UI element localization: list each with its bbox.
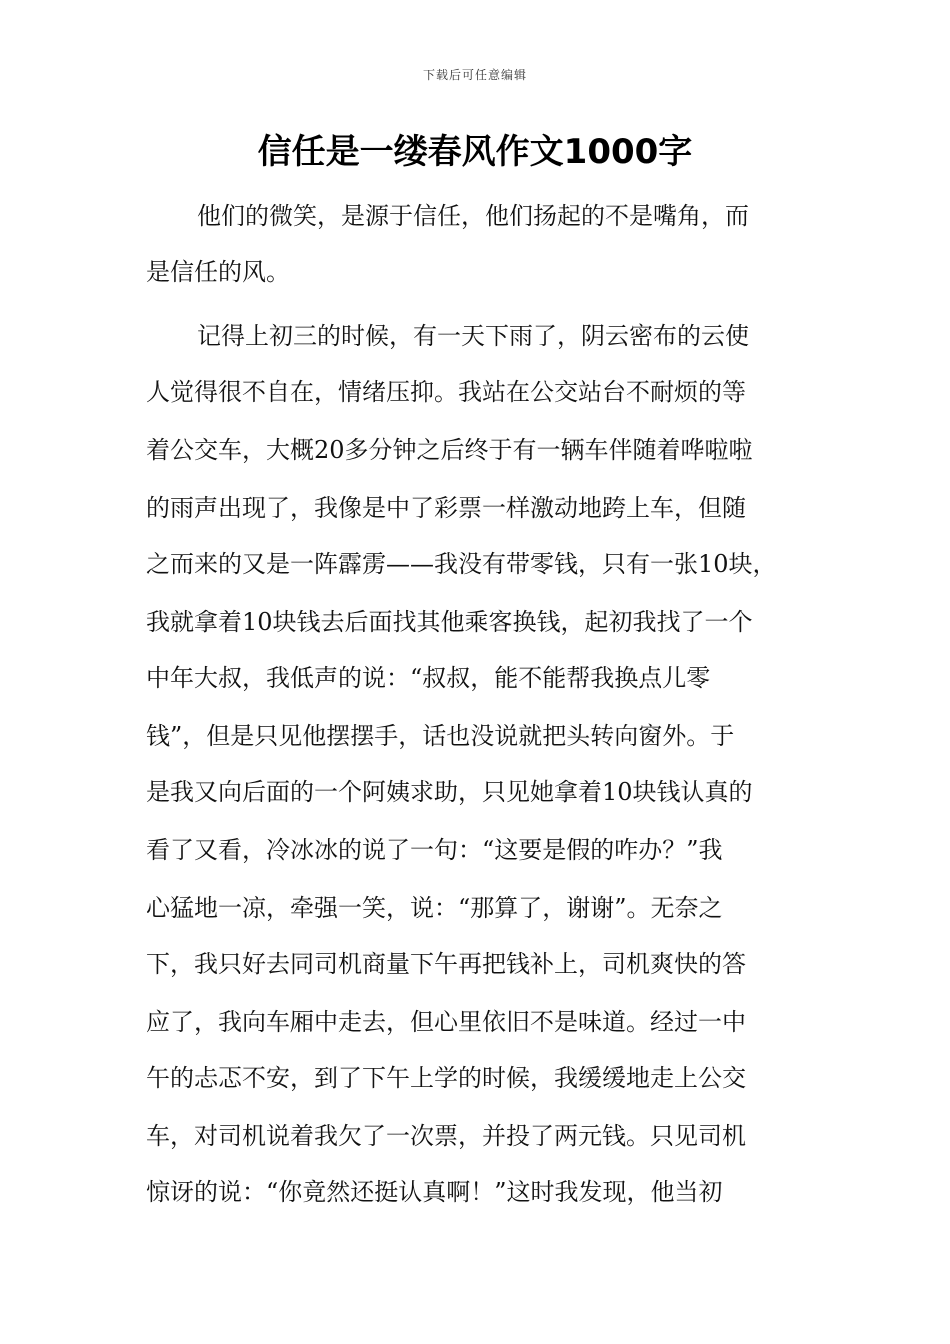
paragraph-line: 的雨声出现了，我像是中了彩票一样激动地跨上车，但随	[146, 494, 746, 522]
paragraph-line: 是我又向后面的一个阿姨求助，只见她拿着10块钱认真的	[146, 778, 753, 806]
paragraph-line: 钱”，但是只见他摆摆手，话也没说就把头转向窗外。于	[146, 722, 735, 750]
paragraph-line: 下，我只好去同司机商量下午再把钱补上，司机爽快的答	[146, 950, 746, 978]
header-note: 下载后可任意编辑	[422, 68, 527, 82]
paragraph-line: 记得上初三的时候，有一天下雨了，阴云密布的云使	[197, 322, 749, 350]
paragraph-line: 中年大叔，我低声的说：“叔叔，能不能帮我换点儿零	[146, 664, 711, 692]
document-title: 信任是一缕春风作文1000字	[257, 132, 693, 172]
paragraph-line: 他们的微笑，是源于信任，他们扬起的不是嘴角，而	[197, 202, 749, 230]
paragraph-line: 之而来的又是一阵霹雳——我没有带零钱，只有一张10块，	[146, 550, 777, 578]
paragraph-line: 午的忐忑不安，到了下午上学的时候，我缓缓地走上公交	[146, 1064, 746, 1092]
paragraph-line: 看了又看，冷冰冰的说了一句：“这要是假的咋办？”我	[146, 836, 723, 864]
paragraph-line: 惊讶的说：“你竟然还挺认真啊！”这时我发现，他当初	[146, 1178, 723, 1206]
paragraph-line: 应了，我向车厢中走去，但心里依旧不是味道。经过一中	[146, 1008, 746, 1036]
paragraph-line: 心猛地一凉，牵强一笑，说：“那算了，谢谢”。无奈之	[146, 894, 723, 922]
paragraph-line: 车，对司机说着我欠了一次票，并投了两元钱。只见司机	[146, 1122, 746, 1150]
paragraph-line: 人觉得很不自在，情绪压抑。我站在公交站台不耐烦的等	[146, 378, 746, 406]
paragraph-line: 着公交车，大概20多分钟之后终于有一辆车伴随着哗啦啦	[146, 436, 753, 464]
paragraph-line: 是信任的风。	[146, 258, 290, 286]
paragraph-line: 我就拿着10块钱去后面找其他乘客换钱，起初我找了一个	[146, 608, 753, 636]
